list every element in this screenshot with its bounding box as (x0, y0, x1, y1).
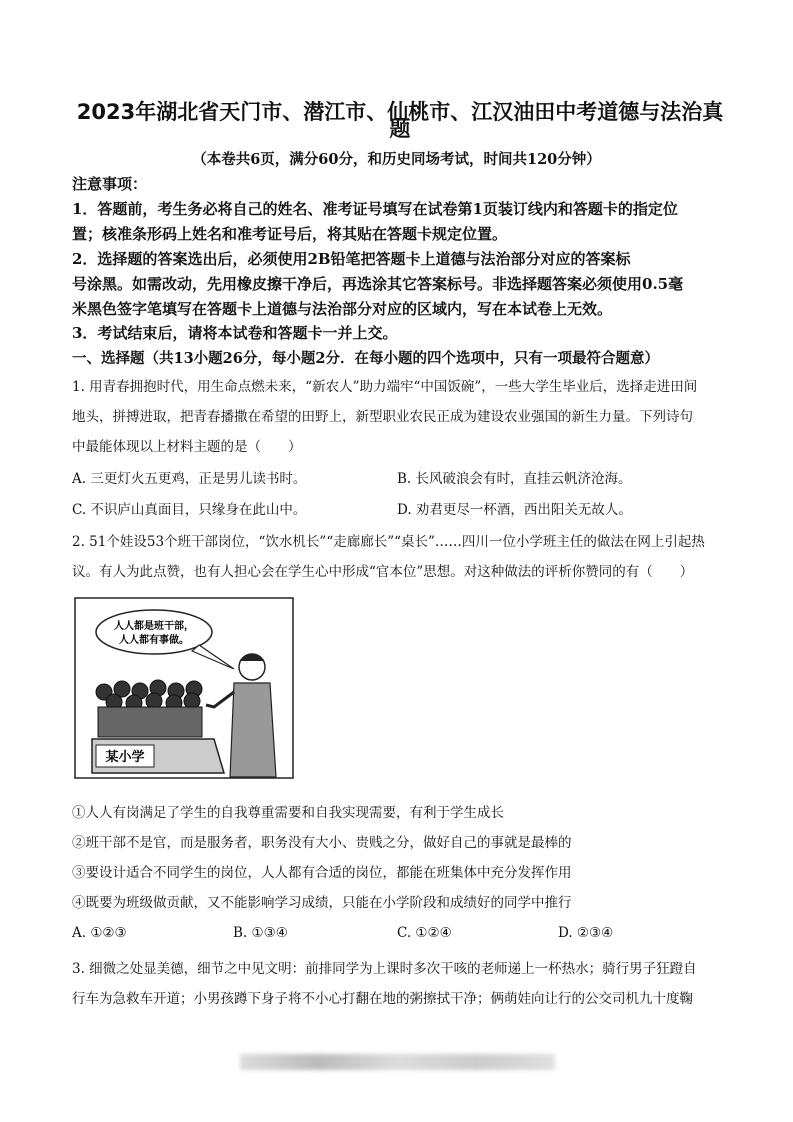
q2-statement: ③要设计适合不同学生的岗位，人人都有合适的岗位，都能在班集体中充分发挥作用 (72, 865, 572, 881)
q2-line: 议。有人为此点赞，也有人担心会在学生心中形成“官本位”思想。对这种做法的评析你赞同的有（ ） (72, 564, 694, 580)
notes-line: 3．考试结束后，请将本试卷和答题卡一并上交。 (72, 324, 398, 342)
q3-line: 行车为急救车开道；小男孩蹲下身子将不小心打翻在地的粥擦拭干净；俩萌娃向让行的公交司机九十度鞠 (72, 991, 693, 1007)
book-label: 某小学 (105, 750, 145, 765)
notes-line: 米黑色签字笔填写在答题卡上道德与法治部分对应的区域内，写在本试卷上无效。 (72, 300, 613, 318)
q1-line: 地头，拼搏进取，把青春播撒在希望的田野上，新型职业农民正成为建设农业强国的新生力量。下列诗句 (72, 409, 693, 425)
q2-option-d: D. ②③④ (558, 925, 614, 941)
q2-statement: ④既要为班级做贡献，又不能影响学习成绩，只能在小学阶段和成绩好的同学中推行 (72, 895, 572, 911)
q2-option-b: B. ①③④ (233, 925, 288, 941)
q1-option-c: C. 不识庐山真面目，只缘身在此山中。 (72, 502, 307, 518)
notes-line: 1．答题前，考生务必将自己的姓名、准考证号填写在试卷第1页装订线内和答题卡的指定位 (72, 200, 678, 218)
notes-line: 号涂黑。如需改动，先用橡皮擦干净后，再选涂其它答案标号。非选择题答案必须使用0.5毫 (72, 275, 684, 293)
bubble-text-line2: 人人都有事做。 (119, 635, 189, 646)
q2-option-c: C. ①②④ (397, 925, 452, 941)
section-heading: 一、选择题（共13小题26分，每小题2分．在每小题的四个选项中，只有一项最符合题意） (72, 350, 659, 367)
exam-title-line2: 题 (389, 117, 411, 141)
q1-option-a: A. 三更灯火五更鸡，正是男儿读书时。 (72, 471, 307, 487)
q2-statement: ①人人有岗满足了学生的自我尊重需要和自我实现需要，有利于学生成长 (72, 805, 504, 821)
q3-line: 3. 细微之处显美德，细节之中见文明：前排同学为上课时多次干咳的老师递上一杯热水；骑行男子狂蹬自 (72, 961, 697, 977)
notes-line: 置；核准条形码上姓名和准考证号后，将其贴在答题卡规定位置。 (72, 225, 508, 243)
blurred-watermark (240, 1054, 555, 1070)
q1-option-b: B. 长风破浪会有时，直挂云帆济沧海。 (397, 471, 632, 487)
bubble-text-line1: 人人都是班干部， (114, 621, 194, 632)
q1-line: 中最能体现以上材料主题的是（ ） (72, 439, 302, 455)
q1-line: 1. 用青春拥抱时代，用生命点燃未来，“新农人”助力端牢“中国饭碗”，一些大学生毕业后，选择走进田间 (72, 379, 698, 395)
exam-title-line1: 2023年湖北省天门市、潜江市、仙桃市、江汉油田中考道德与法治真 (76, 100, 724, 124)
notes-heading: 注意事项： (72, 175, 148, 193)
q2-option-a: A. ①②③ (72, 925, 127, 941)
q1-option-d: D. 劝君更尽一杯酒，西出阳关无故人。 (397, 502, 632, 518)
q2-line: 2. 51个娃设53个班干部岗位，“饮水机长”“走廊廊长”“桌长”……四川一位小学班主任的做法在网上引起热 (72, 534, 705, 550)
q2-statement: ②班干部不是官，而是服务者，职务没有大小、贵贱之分，做好自己的事就是最棒的 (72, 835, 572, 851)
exam-subtitle: （本卷共6页，满分60分，和历史同场考试，时间共120分钟） (192, 151, 601, 168)
notes-line: 2．选择题的答案选出后，必须使用2B铅笔把答题卡上道德与法治部分对应的答案标 (72, 250, 631, 268)
cartoon-image (74, 597, 294, 779)
